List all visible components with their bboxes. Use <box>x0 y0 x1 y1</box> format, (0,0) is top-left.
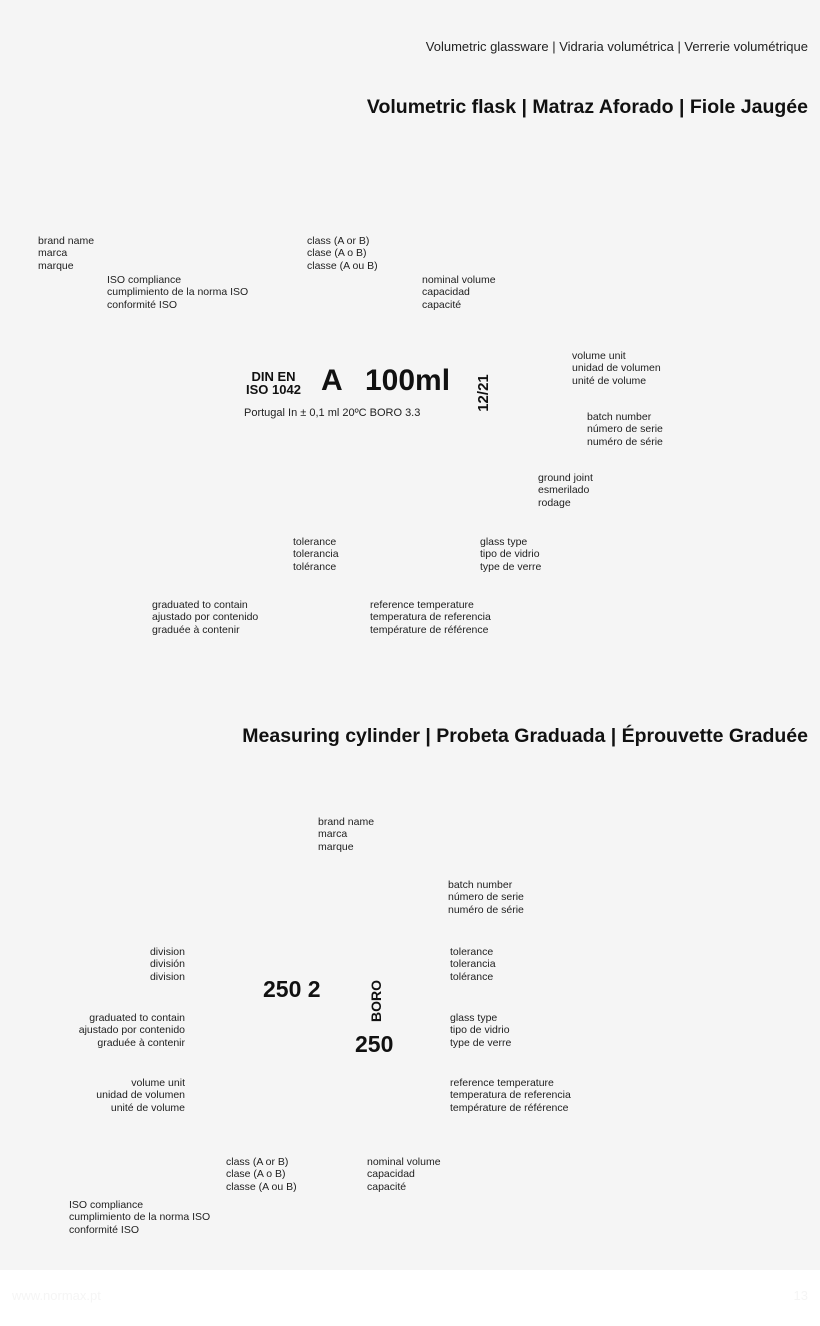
flask-label-class: class (A or B) clase (A o B) classe (A ou B) <box>307 235 378 272</box>
cylinder-label-division: division división division <box>149 946 185 983</box>
flask-label-tolerance: tolerance tolerancia tolérance <box>293 536 339 573</box>
cylinder-label-class: class (A or B) clase (A o B) classe (A ou B) <box>226 1156 297 1193</box>
flask-marking-din-iso: DIN EN ISO 1042 <box>246 369 301 397</box>
cylinder-label-graduated-to-contain: graduated to contain ajustado por contenido graduée à contenir <box>78 1012 185 1049</box>
flask-label-batch-number: batch number número de serie numéro de série <box>587 411 663 448</box>
flask-label-graduated-to-contain: graduated to contain ajustado por contenido graduée à contenir <box>152 599 259 636</box>
cylinder-label-glass-type: glass type tipo de vidrio type de verre <box>450 1012 512 1049</box>
flask-label-volume-unit: volume unit unidad de volumen unité de volume <box>572 350 661 387</box>
flask-marking-batch: 12/21 <box>475 374 492 412</box>
flask-marking-info-line: Portugal In ± 0,1 ml 20ºC BORO 3.3 <box>244 407 421 419</box>
cylinder-marking-division-value: 250 2 <box>263 976 321 1002</box>
cylinder-label-batch-number: batch number número de serie numéro de série <box>448 879 524 916</box>
volumetric-flask-title: Volumetric flask | Matraz Aforado | Fiole Jaugée <box>366 96 808 118</box>
catalog-section-subtitle: Volumetric glassware | Vidraria volumétrica | Verrerie volumétrique <box>425 39 808 54</box>
cylinder-label-nominal-volume: nominal volume capacidad capacité <box>367 1156 441 1193</box>
flask-label-nominal-volume: nominal volume capacidad capacité <box>422 274 496 311</box>
footer-website: www.normax.pt <box>12 1288 101 1303</box>
cylinder-label-brand: brand name marca marque <box>318 816 375 853</box>
cylinder-marking-boro: BORO <box>368 980 384 1022</box>
flask-label-reference-temperature: reference temperature temperatura de referencia température de référence <box>370 599 491 636</box>
cylinder-label-tolerance: tolerance tolerancia tolérance <box>450 946 496 983</box>
page-footer <box>0 1270 820 1326</box>
cylinder-label-reference-temperature: reference temperature temperatura de referencia température de référence <box>450 1077 571 1114</box>
flask-marking-volume: 100ml <box>365 364 451 397</box>
cylinder-marking-volume: 250 <box>355 1031 394 1057</box>
measuring-cylinder-title: Measuring cylinder | Probeta Graduada | Éprouvette Graduée <box>242 725 808 747</box>
flask-label-ground-joint: ground joint esmerilado rodage <box>538 472 593 509</box>
flask-label-glass-type: glass type tipo de vidrio type de verre <box>480 536 542 573</box>
flask-label-iso: ISO compliance cumplimiento de la norma ISO conformité ISO <box>107 274 249 311</box>
flask-marking-class: A <box>321 364 343 397</box>
cylinder-label-iso: ISO compliance cumplimiento de la norma ISO conformité ISO <box>69 1199 211 1236</box>
cylinder-label-volume-unit: volume unit unidad de volumen unité de volume <box>96 1077 185 1114</box>
flask-label-brand: brand name marca marque <box>38 235 95 272</box>
footer-page-number: 13 <box>793 1288 808 1303</box>
